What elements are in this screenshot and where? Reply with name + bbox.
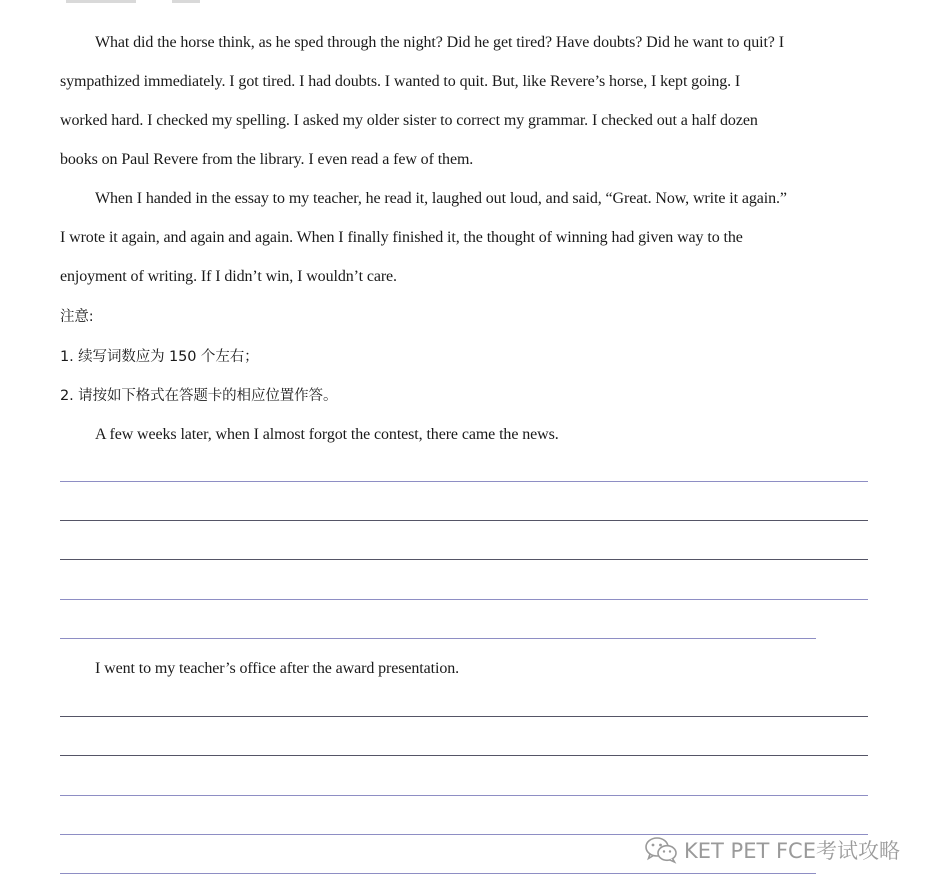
story-line: When I handed in the essay to my teacher, he read it, laughed out loud, and said, “Great. Now, write it again.” (95, 190, 787, 207)
answer-line (60, 481, 868, 482)
story-line: books on Paul Revere from the library. I even read a few of them. (60, 151, 474, 168)
wechat-icon (644, 836, 678, 864)
answer-line (60, 559, 868, 560)
answer-line (60, 520, 868, 521)
note-item: 1. 续写词数应为 150 个左右； (60, 349, 259, 365)
scan-artifact (172, 0, 200, 3)
note-item: 2. 请按如下格式在答题卡的相应位置作答。 (60, 388, 338, 404)
watermark-text: KET PET FCE考试攻略 (684, 839, 900, 863)
story-line: What did the horse think, as he sped through the night? Did he get tired? Have doubts? Did he want to quit? I (95, 34, 784, 51)
answer-line (60, 716, 868, 717)
answer-line (60, 755, 868, 756)
answer-line (60, 599, 868, 600)
continuation-prompt: A few weeks later, when I almost forgot the contest, there came the news. (95, 426, 559, 443)
continuation-prompt: I went to my teacher’s office after the award presentation. (95, 660, 460, 677)
story-line: sympathized immediately. I got tired. I had doubts. I wanted to quit. But, like Revere’s horse, I kept going. I (60, 73, 741, 90)
notes-heading: 注意: (60, 309, 94, 325)
watermark (644, 836, 900, 864)
answer-line (60, 873, 816, 874)
answer-line (60, 795, 868, 796)
story-line: enjoyment of writing. If I didn’t win, I wouldn’t care. (60, 268, 397, 285)
scan-artifact (66, 0, 136, 3)
story-line: I wrote it again, and again and again. When I finally finished it, the thought of winning had given way to the (60, 229, 743, 246)
story-line: worked hard. I checked my spelling. I asked my older sister to correct my grammar. I checked out a half dozen (60, 112, 758, 129)
answer-line (60, 638, 816, 639)
